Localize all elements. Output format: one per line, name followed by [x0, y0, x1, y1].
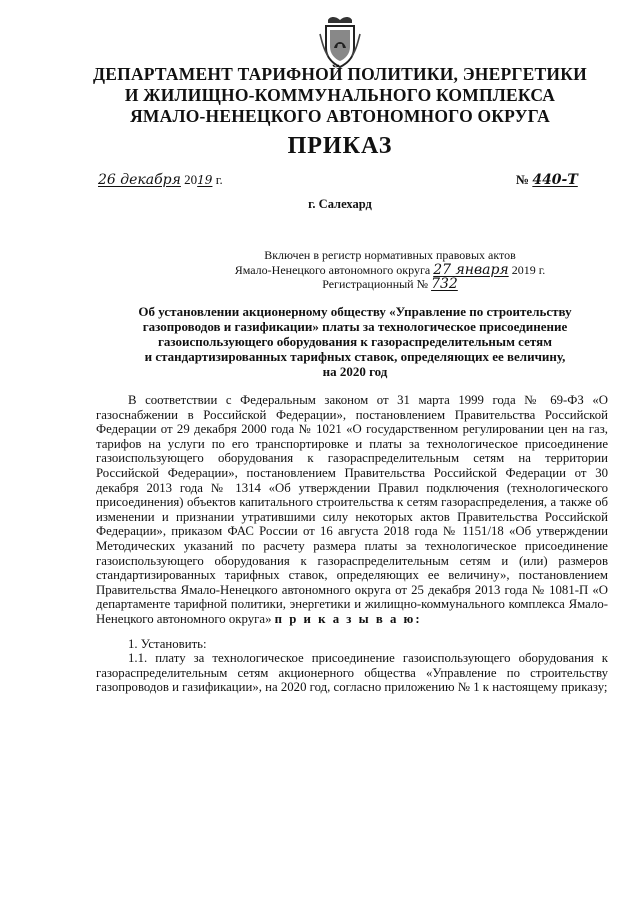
date-year-g: г.: [215, 172, 223, 187]
subject-line: Об установлении акционерному обществу «Управление по строительству: [138, 304, 572, 319]
date-year-prefix: 20: [184, 172, 198, 187]
handwritten-number: 440-Т: [532, 172, 578, 188]
document-subject: [100, 304, 610, 379]
department-name: [60, 64, 620, 127]
document-number: [516, 172, 578, 188]
handwritten-register-date: 27 января: [433, 261, 509, 278]
dept-line: ЯМАЛО-НЕНЕЦКОГО АВТОНОМНОГО ОКРУГА: [130, 106, 550, 126]
document-body: [96, 393, 608, 695]
item-1-1-paragraph: 1.1. плату за технологическое присоединение газоиспользующего оборудования к газораспределительным сетям акционерного общества «Управление по строительству газопроводов и газификации», на 2020 год, согласно приложению № 1 к настоящему приказу;: [96, 651, 608, 695]
register-line-3: [190, 277, 590, 292]
handwritten-year: 19: [197, 173, 213, 187]
handwritten-date: 26 декабря: [98, 172, 181, 188]
document-date: [98, 172, 223, 188]
subject-line: на 2020 год: [322, 364, 388, 379]
document-city: г. Салехард: [308, 197, 372, 211]
establish-paragraph: 1. Установить:: [128, 636, 207, 651]
subject-line: газоиспользующего оборудования к газораспределительным сетям: [158, 334, 552, 349]
register-number-label: Регистрационный №: [322, 277, 429, 291]
registration-stamp: [190, 248, 590, 292]
handwritten-register-number: 732: [431, 276, 458, 292]
register-line-1: Включен в регистр нормативных правовых актов: [264, 248, 516, 262]
register-region: Ямало-Ненецкого автономного округа: [234, 262, 431, 277]
preamble-text: В соответствии с Федеральным законом от 31 марта 1999 года № 69-ФЗ «О газоснабжении в Российской Федерации», постановлением Правительства Российской Федерации от 29 декабря 2000 года № 1021 «О государственном регулировании цен на газ, тарифов на услуги по его транспортировке и платы за технологическое присоединение газоиспользующего оборудования к газораспределительным сетям на территории Российской Федерации», постановлением Правительства Российской Федерации от 30 декабря 2013 года № 1314 «Об утверждении Правил подключения (технологического присоединения) объектов капитального строительства к сетям газораспределения, а также об изменении и признании утратившими силу некоторых актов Правительства Российской Федерации», приказом ФАС России от 16 августа 2018 года № 1151/18 «Об утверждении Методических указаний по расчету размера платы за технологическое присоединение газоиспользующего оборудования к газораспределительным сетям и (или) размеров стандартизированных тарифных ставок, определяющих ее величину», постановлением Правительства Ямало-Ненецкого автономного округа от 25 декабря 2013 года № 1081-П «О департаменте тарифной политики, энергетики и жилищно-коммунального комплекса Ямало-Ненецкого автономного округа»: [96, 393, 608, 626]
subject-line: газопроводов и газификации» платы за технологическое присоединение: [142, 319, 568, 334]
preamble-paragraph: [96, 393, 608, 627]
number-prefix: №: [516, 172, 530, 187]
order-word: п р и к а з ы в а ю:: [274, 611, 422, 626]
coat-of-arms-icon: [316, 14, 364, 70]
dept-line: И ЖИЛИЩНО-КОММУНАЛЬНОГО КОМПЛЕКСА: [124, 85, 556, 105]
subject-line: и стандартизированных тарифных ставок, определяющих ее величину,: [144, 349, 566, 364]
document-title: ПРИКАЗ: [287, 133, 393, 159]
dept-line: ДЕПАРТАМЕНТ ТАРИФНОЙ ПОЛИТИКИ, ЭНЕРГЕТИКИ: [93, 64, 587, 84]
register-year: 2019 г.: [511, 262, 546, 277]
register-line-2: [190, 263, 590, 278]
